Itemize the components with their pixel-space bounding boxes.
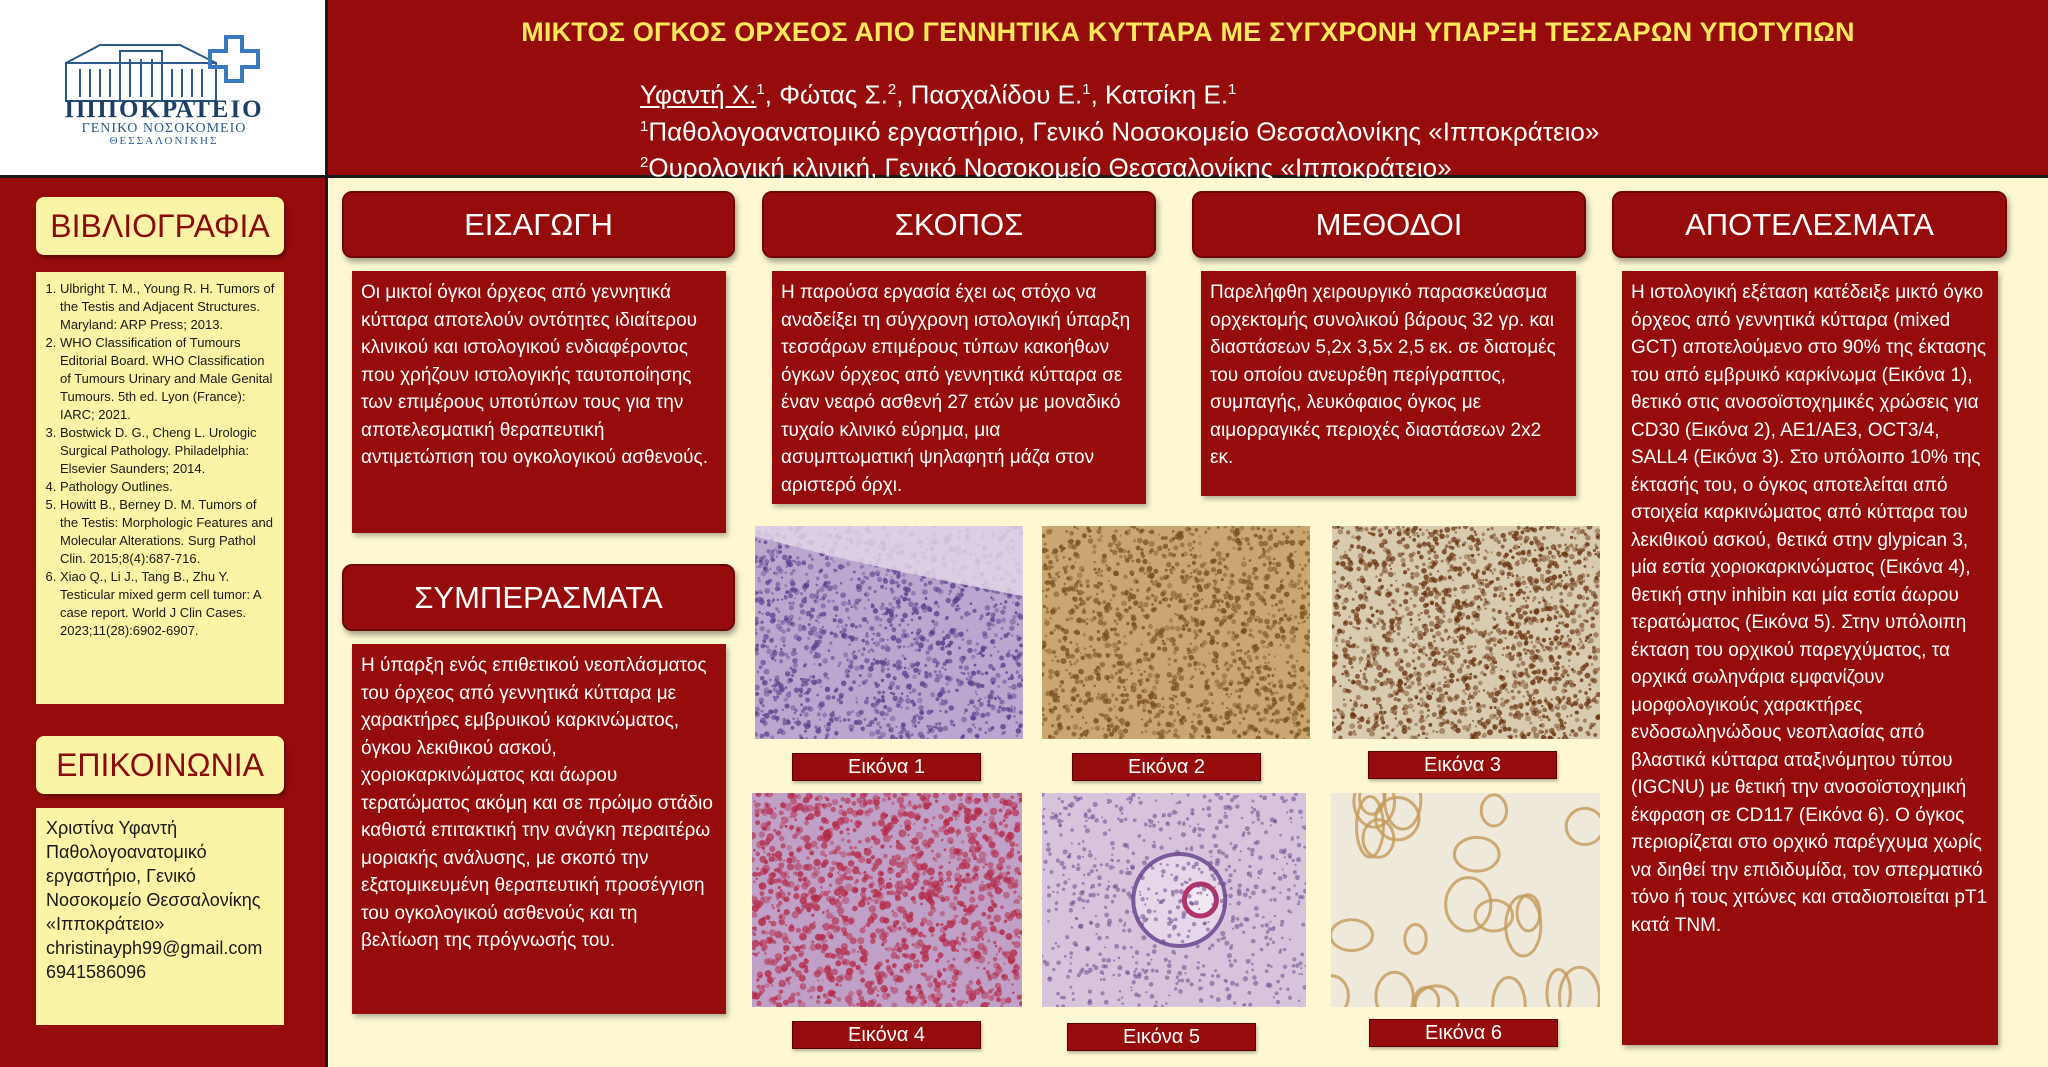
figure-1-image xyxy=(755,526,1023,739)
poster-header xyxy=(328,0,2048,183)
affiliation-2 xyxy=(640,147,1599,184)
contact-line: christinayph99@gmail.com xyxy=(46,938,263,958)
contact-line: Παθολογοανατομικό xyxy=(46,842,207,862)
intro-heading: ΕΙΣΑΓΩΓΗ xyxy=(342,191,735,258)
author-sup: 1 xyxy=(756,81,765,98)
micrograph-texture xyxy=(752,793,1022,1007)
references-heading: ΒΙΒΛΙΟΓΡΑΦΙΑ xyxy=(36,197,284,255)
logo-subtitle-2: ΘΕΣΣΑΛΟΝΙΚΗΣ xyxy=(109,135,219,147)
figure-6-caption: Εικόνα 6 xyxy=(1369,1019,1558,1047)
author-sep: , xyxy=(1090,79,1106,110)
contact-line: εργαστήριο, Γενικό xyxy=(46,866,196,886)
figure-2-image xyxy=(1042,526,1310,739)
conclusions-heading: ΣΥΜΠΕΡΑΣΜΑΤΑ xyxy=(342,564,735,631)
figure-4-image xyxy=(752,793,1022,1007)
logo-subtitle-1: ΓΕΝΙΚΟ ΝΟΣΟΚΟΜΕΙΟ xyxy=(81,121,247,136)
figure-3-image xyxy=(1332,526,1600,739)
contact-box xyxy=(36,808,284,1025)
reference-item: 2. WHO Classification of Tumours Editorial Board. WHO Classification of Tumours Urinary and Male Genital Tumours. 5th ed. Lyon (France): IARC; 2021. xyxy=(60,334,276,424)
reference-item: 3. Bostwick D. G., Cheng L. Urologic Surgical Pathology. Philadelphia: Elsevier Saunders; 2014. xyxy=(60,424,276,478)
author-name: Υφαντή Χ. xyxy=(640,79,757,110)
methods-heading: ΜΕΘΟΔΟΙ xyxy=(1192,191,1586,258)
author-sup: 1 xyxy=(1228,81,1237,98)
affiliation-sup: 2 xyxy=(640,154,649,172)
author-name: Φώτας Σ. xyxy=(779,79,888,110)
author-sup: 2 xyxy=(887,81,897,98)
poster-title: ΜΙΚΤΟΣ ΟΓΚΟΣ ΟΡΧΕΟΣ ΑΠΟ ΓΕΝΝΗΤΙΚΑ ΚΥΤΤΑΡΑ ΜΕ ΣΥΓΧΡΟΝΗ ΥΠΑΡΞΗ ΤΕΣΣΑΡΩΝ ΥΠΟΤΥΠΩΝ xyxy=(521,17,1855,47)
affiliation-sup: 1 xyxy=(640,117,649,135)
contact-lines xyxy=(46,816,274,984)
micrograph-texture xyxy=(1331,793,1600,1007)
logo-name: ΙΠΠΟΚΡΑΤΕΙΟ xyxy=(64,96,264,123)
contact-line: Νοσοκομείο Θεσσαλονίκης xyxy=(46,890,261,910)
reference-item: 5. Howitt B., Berney D. M. Tumors of the Testis: Morphologic Features and Molecular Alterations. Surg Pathol Clin. 2015;8(4):687-716. xyxy=(60,496,276,568)
reference-item: 4. Pathology Outlines. xyxy=(60,478,276,496)
contact-heading: ΕΠΙΚΟΙΝΩΝΙΑ xyxy=(36,736,284,794)
figure-4-caption: Εικόνα 4 xyxy=(792,1021,981,1049)
references-list xyxy=(44,280,276,640)
aim-text: Η παρούσα εργασία έχει ως στόχο να αναδείξει τη σύγχρονη ιστολογική ύπαρξη τεσσάρων επιμέρους τύπων κακοήθων όγκων όρχεος από γεννητικά κύτταρα σε έναν νεαρό ασθενή 27 ετών με μοναδικό τυχαίο κλινικό εύρημα, μια ασυμπτωματική ψηλαφητή μάζα στον αριστερό όρχι. xyxy=(772,271,1146,504)
micrograph-texture xyxy=(1042,793,1306,1007)
figure-2-caption: Εικόνα 2 xyxy=(1072,753,1261,781)
author-list xyxy=(640,74,1599,111)
reference-item: 1. Ulbright T. M., Young R. H. Tumors of the Testis and Adjacent Structures. Maryland: ARP Press; 2013. xyxy=(60,280,276,334)
micrograph-texture xyxy=(1042,526,1310,739)
micrograph-texture xyxy=(755,526,1023,739)
authors-block xyxy=(640,74,1599,184)
author-name: Πασχαλίδου Ε. xyxy=(910,79,1083,110)
affiliation-text: Ουρολογική κλινική, Γενικό Νοσοκομείο Θεσσαλονίκης «Ιπποκράτειο» xyxy=(648,152,1452,183)
reference-item: 6. Xiao Q., Li J., Tang B., Zhu Y. Testicular mixed germ cell tumor: A case report. World J Clin Cases. 2023;11(28):6902-6907. xyxy=(60,568,276,640)
results-text: Η ιστολογική εξέταση κατέδειξε μικτό όγκο όρχεος από γεννητικά κύτταρα (mixed GCT) αποτελούμενο στο 90% της έκτασης του από εμβρυικό καρκίνωμα (Εικόνα 1), θετικό στις ανοσοϊστοχημικές χρώσεις για CD30 (Εικόνα 2), AE1/AE3, OCT3/4, SALL4 (Εικόνα 3). Στο υπόλοιπο 10% της έκτασής του, ο όγκος αποτελείται από στοιχεία καρκινώματος από κύτταρα του λεκιθικού ασκού, θετικά στην glypican 3, μία εστία χοριοκαρκινώματος (Εικόνα 4), θετική στην inhibin και μία εστία άωρου τερατώματος (Εικόνα 5). Στην υπόλοιπη έκταση του ορχικού παρεγχύματος, τα ορχικά σωληνάρια εμφανίζουν μορφολογικούς χαρακτήρες ενδοσωληνώδους νεοπλασίας από βλαστικά κύτταρα αταξινόμητου τύπου (IGCNU) με θετική την ανοσοϊστοχημική έκφραση σε CD117 (Εικόνα 6). Ο όγκος περιορίζεται στο ορχικό παρέγχυμα χωρίς να διηθεί την επιδιδυμίδα, τον σπερματικό τόνο ή τους χιτώνες και σταδιοποιείται pT1 κατά TNM. xyxy=(1622,271,1998,1045)
contact-line: 6941586096 xyxy=(46,962,147,982)
conclusions-text: Η ύπαρξη ενός επιθετικού νεοπλάσματος του όρχεος από γεννητικά κύτταρα με χαρακτήρες εμβρυικού καρκινώματος, όγκου λεκιθικού ασκού, χοριοκαρκινώματος και άωρου τερατώματος ακόμη και σε πρώιμο στάδιο καθιστά επιτακτική την ανάγκη περαιτέρω μοριακής ανάλυσης, με σκοπό την εξατομικευμένη θεραπευτική προσέγγιση του ογκολογικού ασθενούς και τη βελτίωση της πρόγνωσής του. xyxy=(352,644,726,1014)
author-sup: 1 xyxy=(1082,81,1091,98)
references-list-box xyxy=(36,272,284,704)
author-name: Κατσίκη Ε. xyxy=(1105,79,1229,110)
author-sep: , xyxy=(764,79,780,110)
figure-6-image xyxy=(1331,793,1600,1007)
affiliation-1 xyxy=(640,111,1599,148)
hospital-building-icon xyxy=(60,35,270,105)
aim-heading: ΣΚΟΠΟΣ xyxy=(762,191,1156,258)
figure-1-caption: Εικόνα 1 xyxy=(792,753,981,781)
hospital-logo-panel xyxy=(0,0,328,178)
contact-line: Χριστίνα Υφαντή xyxy=(46,818,178,838)
author-sep: , xyxy=(896,79,911,110)
figure-3-caption: Εικόνα 3 xyxy=(1368,751,1557,779)
methods-text: Παρελήφθη χειρουργικό παρασκεύασμα ορχεκτομής συνολικού βάρους 32 γρ. και διαστάσεων 5,2x 3,5x 2,5 εκ. σε διατομές του οποίου ανευρέθη περίγραπτος, συμπαγής, λευκόφαιος όγκος με αιμορραγικές περιοχές διαστάσεων 2x2 εκ. xyxy=(1201,271,1576,496)
affiliation-text: Παθολογοανατομικό εργαστήριο, Γενικό Νοσοκομείο Θεσσαλονίκης «Ιπποκράτειο» xyxy=(648,116,1600,147)
contact-line: «Ιπποκράτειο» xyxy=(46,914,165,934)
micrograph-texture xyxy=(1332,526,1600,739)
figure-5-caption: Εικόνα 5 xyxy=(1067,1023,1256,1051)
results-heading: ΑΠΟΤΕΛΕΣΜΑΤΑ xyxy=(1612,191,2007,258)
intro-text: Οι μικτοί όγκοι όρχεος από γεννητικά κύτταρα αποτελούν οντότητες ιδιαίτερου κλινικού και ιστολογικού ενδιαφέροντος που χρήζουν ιστολογικής ταυτοποίησης των επιμέρους υποτύπων τους για την αποτελεσματική θεραπευτική αντιμετώπιση του ογκολογικού ασθενούς. xyxy=(352,271,726,533)
figure-5-image xyxy=(1042,793,1306,1007)
